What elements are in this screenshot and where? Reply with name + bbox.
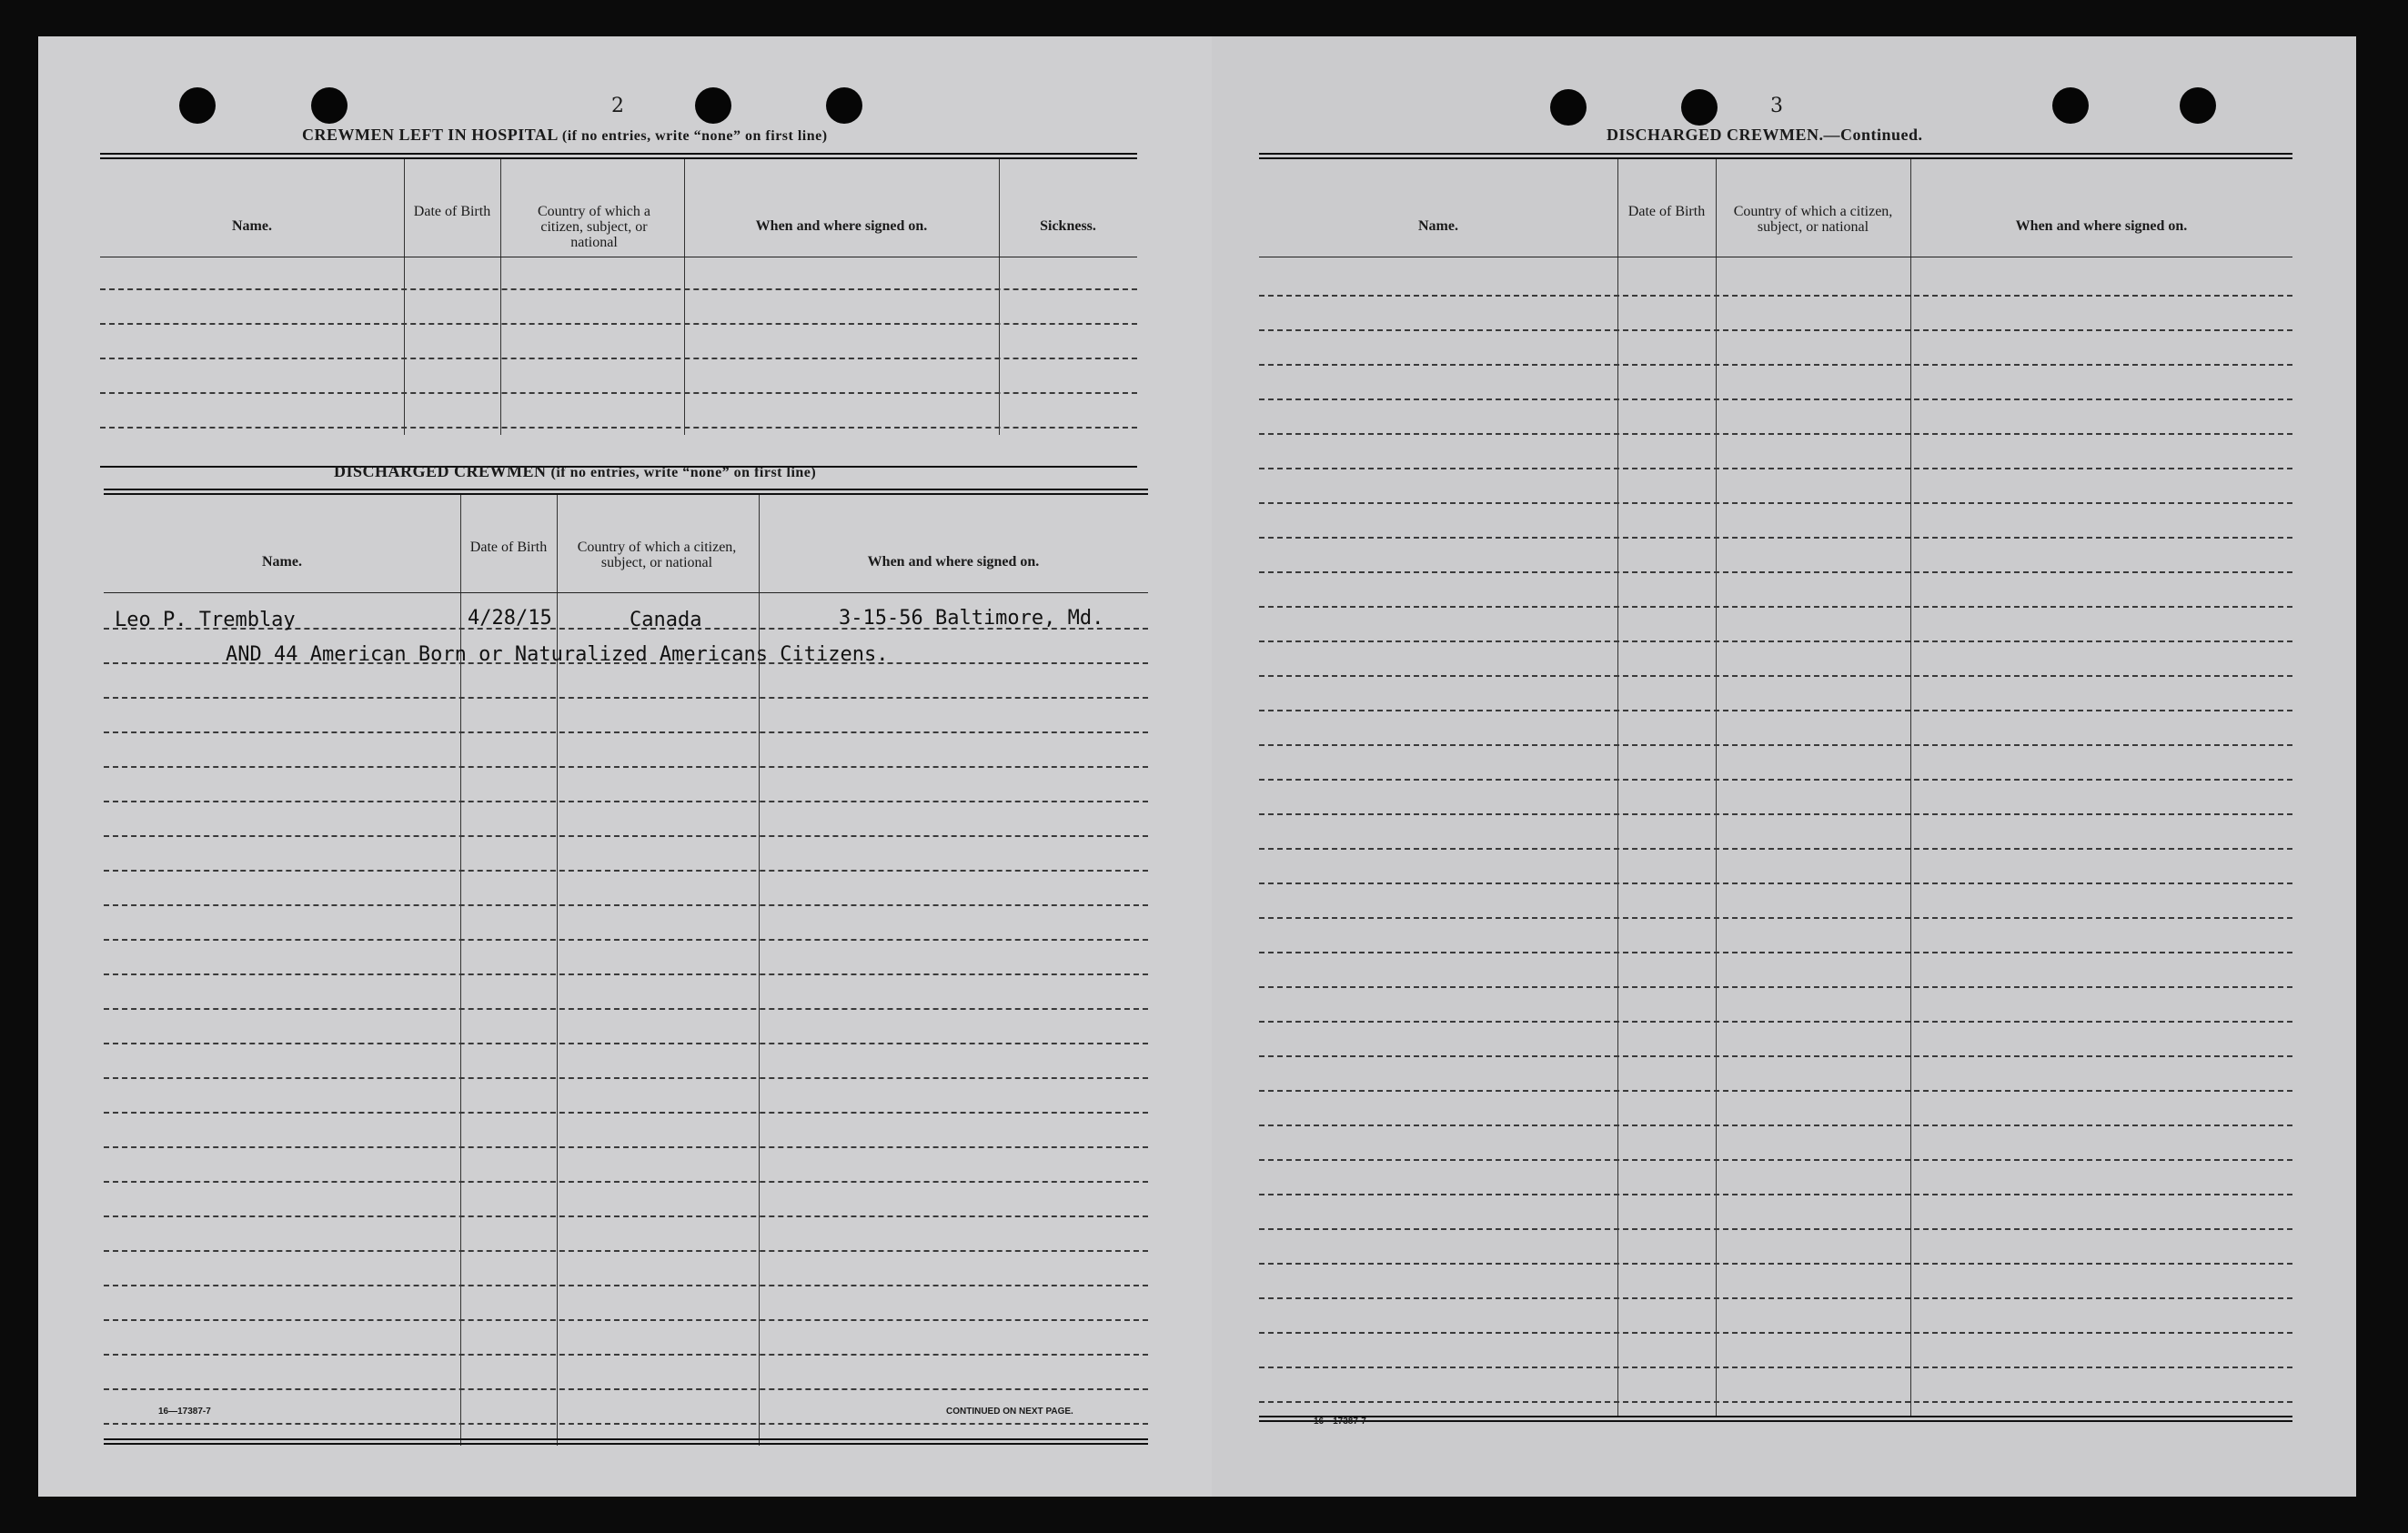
crew-dob: 4/28/15 bbox=[468, 607, 552, 630]
punch-hole bbox=[2180, 87, 2216, 124]
punch-hole bbox=[311, 87, 348, 124]
discharged-continued-title: DISCHARGED CREWMEN.—Continued. bbox=[1607, 126, 1923, 144]
continued-note: CONTINUED ON NEXT PAGE. bbox=[946, 1407, 1073, 1417]
form-code: 16—17387-7 bbox=[1314, 1417, 1366, 1427]
punch-hole bbox=[695, 87, 731, 124]
col-header-signed: When and where signed on. bbox=[2015, 218, 2188, 234]
discharged-continued-table bbox=[1259, 153, 2292, 1449]
hospital-table bbox=[100, 153, 1137, 476]
crew-name: Leo P. Tremblay bbox=[115, 609, 296, 631]
discharged-table bbox=[104, 489, 1148, 1448]
left-page bbox=[38, 36, 1212, 1497]
form-code: 16—17387-7 bbox=[158, 1407, 211, 1417]
punch-hole bbox=[179, 87, 216, 124]
col-header-country: Country of which a citizen, subject, or national bbox=[577, 540, 737, 570]
col-header-name: Name. bbox=[1418, 218, 1458, 234]
page-number: 2 bbox=[611, 95, 624, 117]
col-header-country: Country of which a citizen, subject, or national bbox=[538, 204, 650, 250]
col-header-sickness: Sickness. bbox=[1040, 218, 1096, 234]
col-header-name: Name. bbox=[262, 554, 302, 570]
discharged-section-title: DISCHARGED CREWMEN (if no entries, write “none” on first line) bbox=[334, 462, 817, 480]
col-header-dob: Date of Birth bbox=[469, 540, 548, 555]
crew-signed-on: 3-15-56 Baltimore, Md. bbox=[839, 607, 1104, 630]
col-header-dob: Date of Birth bbox=[413, 204, 491, 219]
punch-hole bbox=[1681, 89, 1718, 126]
col-header-country: Country of which a citizen, subject, or national bbox=[1733, 204, 1893, 235]
col-header-signed: When and where signed on. bbox=[755, 218, 928, 234]
right-page bbox=[1212, 36, 2356, 1497]
col-header-signed: When and where signed on. bbox=[867, 554, 1040, 570]
crew-country: Canada bbox=[630, 609, 702, 631]
hospital-section-title: CREWMEN LEFT IN HOSPITAL (if no entries, write “none” on first line) bbox=[302, 126, 828, 144]
col-header-dob: Date of Birth bbox=[1627, 204, 1706, 219]
col-header-name: Name. bbox=[232, 218, 272, 234]
page-number: 3 bbox=[1770, 95, 1783, 117]
punch-hole bbox=[1550, 89, 1587, 126]
punch-hole bbox=[826, 87, 862, 124]
crew-remark: AND 44 American Born or Naturalized Americans Citizens. bbox=[226, 643, 889, 666]
punch-hole bbox=[2052, 87, 2089, 124]
